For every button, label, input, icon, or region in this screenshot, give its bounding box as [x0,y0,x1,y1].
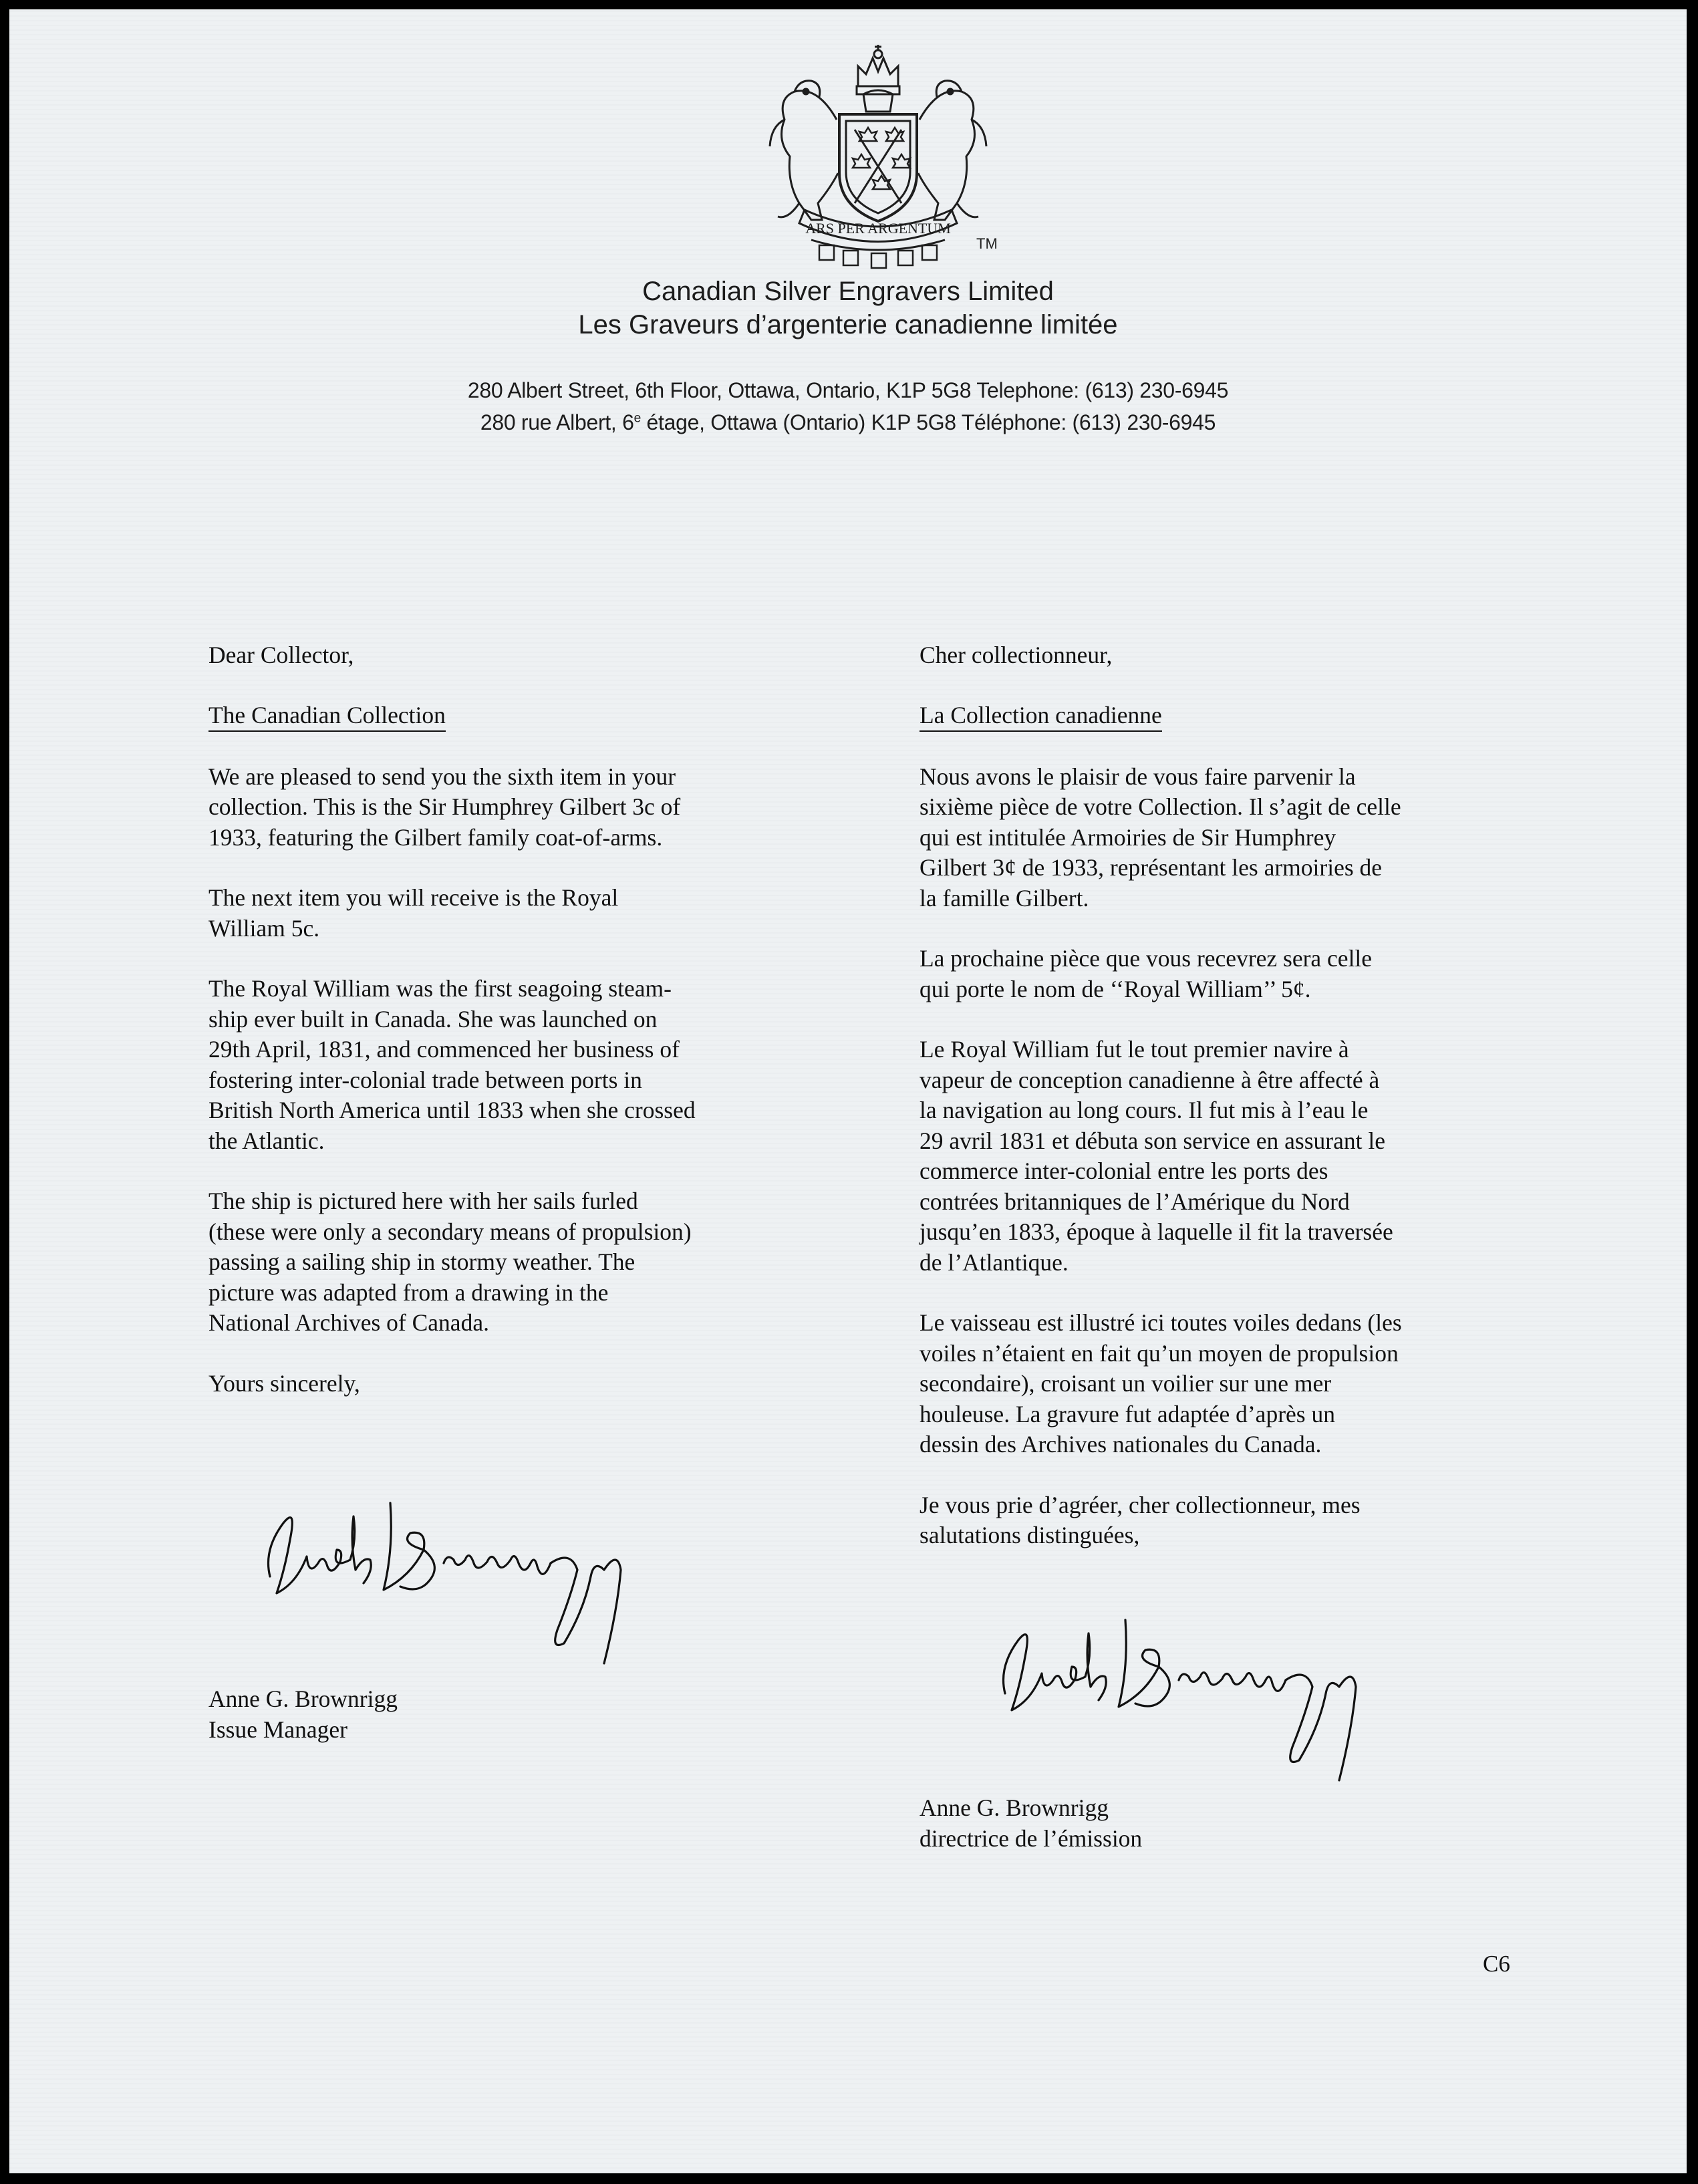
text-line: vapeur de conception canadienne à être affecté à [919,1066,1380,1093]
handwritten-signature-english [257,1476,658,1677]
text-line: Gilbert 3¢ de 1933, représentant les armoiries de [919,854,1383,881]
coat-of-arms-logo [758,39,998,280]
company-name-english: Canadian Silver Engravers Limited [642,277,1054,306]
text-line: 1933, featuring the Gilbert family coat-of-arms. [208,823,663,851]
company-name-french: Les Graveurs d’argenterie canadienne limitée [578,310,1118,339]
signer-title-english: Issue Manager [208,1716,347,1743]
text-line: collection. This is the Sir Humphrey Gilbert 3c of [208,793,681,820]
text-line: fostering inter-colonial trade between ports in [208,1066,642,1093]
text-line: We are pleased to send you the sixth item in your [208,763,676,790]
signer-title-french: directrice de l’émission [919,1824,1143,1852]
body-french [919,762,1561,1551]
text-line: Nous avons le plaisir de vous faire parvenir la [919,763,1356,790]
text-line: The Royal William was the first seagoing steam- [208,975,672,1002]
subject-line-french: La Collection canadienne [919,701,1162,732]
subject-line-english: The Canadian Collection [208,701,446,732]
english-column [208,640,850,1399]
text-line: commerce inter-colonial entre les ports des [919,1157,1328,1184]
text-line: picture was adapted from a drawing in the [208,1278,609,1306]
text-line: voiles n’étaient en fait qu’un moyen de propulsion [919,1339,1399,1367]
signer-name-french: Anne G. Brownrigg [919,1794,1109,1821]
text-line: the Atlantic. [208,1127,325,1154]
signer-block-english [208,1684,398,1745]
body-paragraph [208,974,850,1156]
text-line: 29th April, 1831, and commenced her business of [208,1036,680,1063]
body-paragraph [919,762,1561,914]
body-paragraph [208,762,850,853]
text-line: La prochaine pièce que vous recevrez sera celle [919,945,1373,972]
text-line: dessin des Archives nationales du Canada. [919,1431,1322,1458]
signer-block-french [919,1793,1142,1854]
address-french: 280 rue Albert, 6e étage, Ottawa (Ontario) K1P 5G8 Téléphone: (613) 230-6945 [480,410,1216,434]
text-line: de l’Atlantique. [919,1248,1069,1276]
closing-english: Yours sincerely, [208,1369,360,1397]
body-paragraph [919,1490,1561,1551]
salutation-english: Dear Collector, [208,642,354,668]
signer-name-english: Anne G. Brownrigg [208,1685,398,1712]
text-line: qui est intitulée Armoiries de Sir Humphrey [919,823,1336,851]
text-line: 29 avril 1831 et débuta son service en assurant le [919,1127,1385,1154]
address-english: 280 Albert Street, 6th Floor, Ottawa, Ontario, K1P 5G8 Telephone: (613) 230-6945 [467,378,1229,402]
text-line: passing a sailing ship in stormy weather. The [208,1248,635,1275]
text-line: sixième pièce de votre Collection. Il s’agit de celle [919,793,1401,820]
text-line: contrées britanniques de l’Amérique du Nord [919,1188,1350,1215]
text-line: qui porte le nom de ‘‘Royal William’’ 5¢. [919,975,1311,1002]
text-line: British North America until 1833 when she crossed [208,1097,696,1123]
text-line: Le vaisseau est illustré ici toutes voiles dedans (les [919,1309,1402,1336]
trademark-mark: TM [976,235,998,252]
page-code: C6 [1483,1951,1510,1977]
text-line: salutations distinguées, [919,1522,1140,1548]
salutation-french: Cher collectionneur, [919,642,1113,668]
text-line: The next item you will receive is the Royal [208,884,619,911]
handwritten-signature-french [992,1593,1393,1794]
text-line: Le Royal William fut le tout premier navire à [919,1036,1349,1063]
text-line: la famille Gilbert. [919,884,1089,912]
text-line: William 5c. [208,914,320,942]
letter-page [9,9,1687,2173]
body-paragraph [208,883,850,944]
body-paragraph [919,944,1561,1004]
text-line: Je vous prie d’agréer, cher collectionneur, mes [919,1491,1361,1518]
body-english [208,762,850,1339]
french-column [919,640,1561,1551]
text-line: jusqu’en 1833, époque à laquelle il fit la traversée [919,1218,1393,1245]
text-line: secondaire), croisant un voilier sur une mer [919,1370,1332,1397]
body-paragraph [919,1035,1561,1278]
text-line: houleuse. La gravure fut adaptée d’après un [919,1400,1335,1427]
text-line: la navigation au long cours. Il fut mis à l’eau le [919,1097,1369,1123]
text-line: (these were only a secondary means of propulsion) [208,1218,692,1245]
body-paragraph [208,1186,850,1339]
text-line: The ship is pictured here with her sails furled [208,1188,638,1214]
body-paragraph [919,1308,1561,1460]
motto-text: ARS PER ARGENTUM [805,220,951,237]
text-line: National Archives of Canada. [208,1309,489,1336]
text-line: ship ever built in Canada. She was launched on [208,1005,658,1033]
